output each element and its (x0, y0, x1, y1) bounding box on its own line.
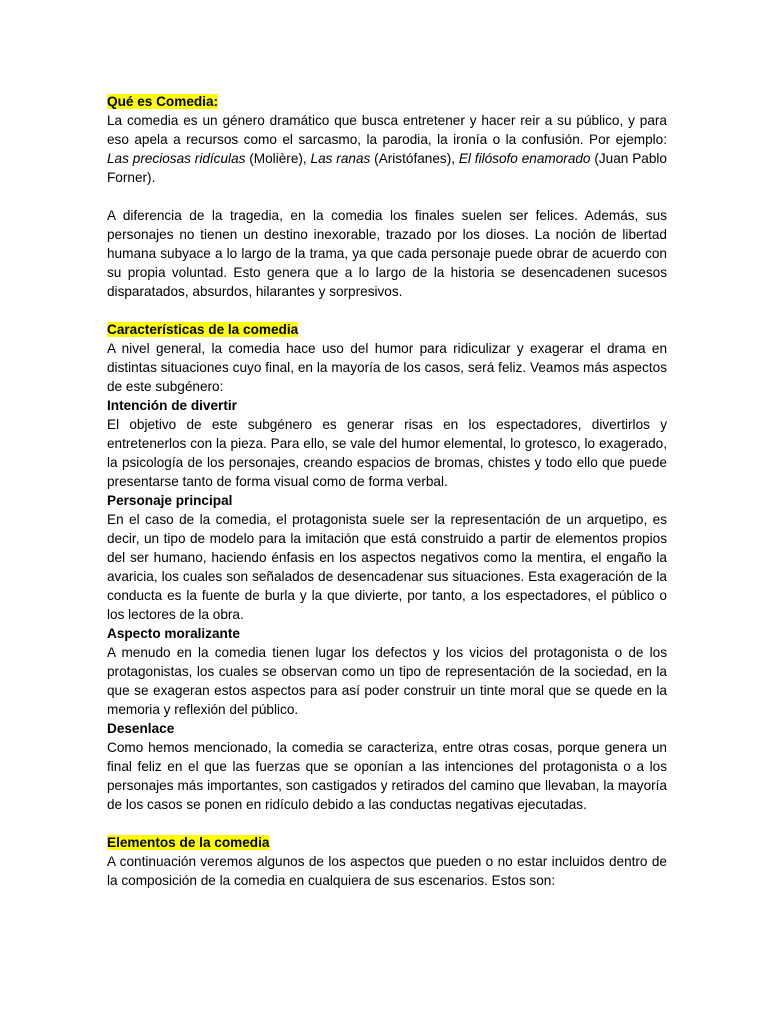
heading-highlight: Elementos de la comedia (107, 835, 270, 850)
work-title: El filósofo enamorado (458, 151, 591, 166)
section-heading-que-es-comedia (107, 92, 667, 111)
section-heading-elementos (107, 833, 667, 852)
paragraph-moralizante: A menudo en la comedia tienen lugar los defectos y los vicios del protagonista o de los protagonistas, los cuales se observan como un tipo de representación de la sociedad, en la que se exageran estos aspectos para así poder construir un tinte moral que se quede en la memoria y reflexión del público. (107, 645, 667, 717)
spacer (107, 814, 667, 833)
work-title: Las ranas (310, 151, 371, 166)
work-title: Las preciosas ridículas (107, 151, 246, 166)
subheading-desenlace: Desenlace (107, 721, 175, 736)
heading-highlight: Qué es Comedia: (107, 94, 219, 109)
subheading-personaje: Personaje principal (107, 493, 233, 508)
spacer (107, 301, 667, 320)
caracteristicas-intro: A nivel general, la comedia hace uso del humor para ridiculizar y exagerar el drama en distintas situaciones cuyo final, en la mayoría de los casos, será feliz. Veamos más aspectos de este subgénero: (107, 341, 667, 394)
paragraph-personaje: En el caso de la comedia, el protagonista suele ser la representación de un arquetipo, es decir, un tipo de modelo para la imitación que está construido a partir de elementos propios del ser humano, haciendo énfasis en los aspectos negativos como la mentira, el engaño la avaricia, los cuales son señalados de desencadenar sus situaciones. Esta exageración de la conducta es la fuente de burla y la que divierte, por tanto, a los espectadores, el público o los lectores de la obra. (107, 512, 667, 622)
subheading-intencion: Intención de divertir (107, 398, 237, 413)
paragraph-intencion: El objetivo de este subgénero es generar risas en los espectadores, divertirlos y entretenerlos con la pieza. Para ello, se vale del humor elemental, lo grotesco, lo exagerado, la psicología de los personajes, creando espacios de bromas, chistes y todo ello que puede presentarse tanto de forma visual como de forma verbal. (107, 417, 667, 489)
spacer (107, 187, 667, 206)
heading-highlight: Características de la comedia (107, 322, 299, 337)
subheading-moralizante: Aspecto moralizante (107, 626, 240, 641)
paragraph-desenlace: Como hemos mencionado, la comedia se caracteriza, entre otras cosas, porque genera un final feliz en el que las fuerzas que se oponían a las intenciones del protagonista o a los personajes más importantes, son castigados y retirados del camino que llevaban, la mayoría de los casos se ponen en ridículo debido a las conductas negativas ejecutadas. (107, 740, 667, 812)
intro-paragraph-2: A diferencia de la tragedia, en la comedia los finales suelen ser felices. Además, sus personajes no tienen un destino inexorable, trazado por los dioses. La noción de libertad humana subyace a lo largo de la trama, ya que cada personaje puede obrar de acuerdo con su propia voluntad. Esto genera que a lo largo de la historia se desencadenen sucesos disparatados, absurdos, hilarantes y sorpresivos. (107, 208, 667, 299)
elementos-paragraph: A continuación veremos algunos de los aspectos que pueden o no estar incluidos dentro de la composición de la comedia en cualquiera de sus escenarios. Estos son: (107, 854, 667, 888)
intro-paragraph-1: La comedia es un género dramático que busca entretener y hacer reir a su público, y para eso apela a recursos como el sarcasmo, la parodia, la ironía o la confusión. Por ejemplo: Las preciosas ridículas (Molière), Las ranas (Aristófanes), El filósofo enamorado (Juan Pablo Forner). (107, 113, 667, 185)
section-heading-caracteristicas (107, 320, 667, 339)
